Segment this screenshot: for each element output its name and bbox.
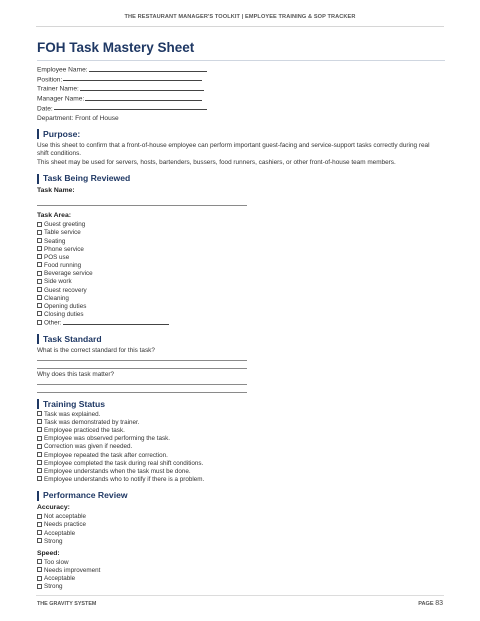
date-blank[interactable] <box>54 104 207 111</box>
section-marker <box>37 129 39 139</box>
task-area-item[interactable] <box>37 246 447 254</box>
checkbox[interactable] <box>37 460 42 465</box>
task-area-item[interactable] <box>37 221 447 229</box>
checkbox[interactable] <box>37 476 42 481</box>
checkbox[interactable] <box>37 538 42 543</box>
training-status-item[interactable] <box>37 427 447 435</box>
training-status-item[interactable] <box>37 476 447 484</box>
checkbox-label: Opening duties <box>44 302 87 310</box>
checkbox-label: Needs improvement <box>44 567 101 575</box>
speed-option[interactable] <box>37 575 447 583</box>
performance-review-heading-text: Performance Review <box>43 490 128 501</box>
checkbox[interactable] <box>37 320 42 325</box>
page-number-value: 83 <box>435 600 443 607</box>
page-number <box>418 600 443 607</box>
manager-name-label: Manager Name: <box>37 95 85 103</box>
accuracy-label: Accuracy: <box>37 504 70 512</box>
header-divider <box>36 26 444 27</box>
standard-answer-line-2[interactable] <box>37 368 247 369</box>
training-status-item[interactable] <box>37 460 447 468</box>
position-blank[interactable] <box>63 75 202 82</box>
running-header: THE RESTAURANT MANAGER'S TOOLKIT | EMPLOYEE TRAINING & SOP TRACKER <box>124 14 356 20</box>
checkbox-label: Needs practice <box>44 521 86 529</box>
employee-name-blank[interactable] <box>89 65 207 72</box>
task-reviewed-heading-text: Task Being Reviewed <box>43 173 131 184</box>
training-status-item[interactable] <box>37 443 447 451</box>
checkbox[interactable] <box>37 576 42 581</box>
training-status-item[interactable] <box>37 452 447 460</box>
task-area-item[interactable] <box>37 287 447 295</box>
checkbox[interactable] <box>37 419 42 424</box>
training-status-item[interactable] <box>37 419 447 427</box>
checkbox-label: Acceptable <box>44 575 76 583</box>
checkbox[interactable] <box>37 262 42 267</box>
checkbox-label: Correction was given if needed. <box>44 443 133 451</box>
footer-brand: THE GRAVITY SYSTEM <box>37 601 97 607</box>
manager-name-field[interactable] <box>37 94 447 104</box>
task-area-item[interactable] <box>37 295 447 303</box>
checkbox[interactable] <box>37 444 42 449</box>
checkbox[interactable] <box>37 295 42 300</box>
training-status-heading-text: Training Status <box>43 398 106 409</box>
checkbox-label: Beverage service <box>44 270 93 278</box>
checkbox-label: Not acceptable <box>44 513 87 521</box>
purpose-heading-text: Purpose: <box>43 128 81 139</box>
checkbox[interactable] <box>37 427 42 432</box>
checkbox[interactable] <box>37 584 42 589</box>
checkbox-label: Cleaning <box>44 294 69 302</box>
main-content <box>37 40 447 592</box>
checkbox-label: Guest greeting <box>44 221 86 229</box>
task-area-checklist <box>37 221 447 328</box>
checkbox[interactable] <box>37 254 42 259</box>
checkbox[interactable] <box>37 522 42 527</box>
trainer-name-label: Trainer Name: <box>37 85 79 93</box>
checkbox[interactable] <box>37 530 42 535</box>
accuracy-option[interactable] <box>37 530 447 538</box>
task-area-other[interactable] <box>37 319 447 328</box>
task-area-item[interactable] <box>37 303 447 311</box>
speed-option[interactable] <box>37 559 447 567</box>
checkbox-label: Table service <box>44 229 81 237</box>
training-status-item[interactable] <box>37 435 447 443</box>
training-status-checklist <box>37 411 447 484</box>
checkbox[interactable] <box>37 238 42 243</box>
checkbox-label: Strong <box>44 537 63 545</box>
trainer-name-blank[interactable] <box>80 84 204 91</box>
accuracy-option[interactable] <box>37 513 447 521</box>
task-area-item[interactable] <box>37 311 447 319</box>
checkbox[interactable] <box>37 287 42 292</box>
purpose-paragraph-1: Use this sheet to confirm that a front-of-house employee can perform important guest-facing and service-support tasks correctly during real shift conditions. <box>37 141 430 157</box>
checkbox-label: Employee understands when the task must be done. <box>44 467 191 475</box>
checkbox-label: Seating <box>44 237 66 245</box>
checkbox[interactable] <box>37 311 42 316</box>
task-name-line[interactable] <box>37 205 247 206</box>
trainer-name-field[interactable] <box>37 84 447 94</box>
speed-option[interactable] <box>37 583 447 591</box>
manager-name-blank[interactable] <box>85 94 202 101</box>
checkbox-label: Employee was observed performing the task. <box>44 435 170 443</box>
checkbox-label: Task was explained. <box>44 410 101 418</box>
checkbox-label: Employee understands who to notify if there is a problem. <box>44 476 205 484</box>
checkbox-label: Closing duties <box>44 311 84 319</box>
checkbox-label: Other: <box>44 319 62 327</box>
checkbox[interactable] <box>37 567 42 572</box>
training-status-heading <box>37 399 447 410</box>
date-label: Date: <box>37 105 53 113</box>
task-area-label: Task Area: <box>37 212 72 220</box>
speed-label: Speed: <box>37 549 60 557</box>
purpose-heading <box>37 129 447 140</box>
task-area-item[interactable] <box>37 278 447 286</box>
checkbox[interactable] <box>37 271 42 276</box>
employee-name-field[interactable] <box>37 65 447 75</box>
checkbox[interactable] <box>37 279 42 284</box>
checkbox-label: Task was demonstrated by trainer. <box>44 419 140 427</box>
section-marker <box>37 174 39 184</box>
title-divider <box>37 60 445 61</box>
task-standard-heading-text: Task Standard <box>43 333 102 344</box>
checkbox[interactable] <box>37 559 42 564</box>
section-marker <box>37 399 39 409</box>
accuracy-option[interactable] <box>37 538 447 546</box>
checkbox[interactable] <box>37 222 42 227</box>
department-field: Department: Front of House <box>37 114 119 122</box>
checkbox[interactable] <box>37 230 42 235</box>
speed-option[interactable] <box>37 567 447 575</box>
date-field[interactable] <box>37 104 447 114</box>
checkbox-label: Employee practiced the task. <box>44 427 125 435</box>
checkbox-label: Food running <box>44 262 82 270</box>
importance-answer-line-2[interactable] <box>37 392 247 393</box>
checkbox-label: Guest recovery <box>44 286 87 294</box>
checkbox[interactable] <box>37 411 42 416</box>
training-status-item[interactable] <box>37 468 447 476</box>
checkbox-label: POS use <box>44 253 70 261</box>
position-field[interactable] <box>37 75 447 85</box>
checkbox[interactable] <box>37 452 42 457</box>
section-marker <box>37 491 39 501</box>
checkbox[interactable] <box>37 468 42 473</box>
checkbox[interactable] <box>37 303 42 308</box>
task-name-label: Task Name: <box>37 187 75 195</box>
employee-info-fields <box>37 65 447 123</box>
task-area-item[interactable] <box>37 229 447 237</box>
position-label: Position: <box>37 76 63 84</box>
task-standard-heading <box>37 334 447 345</box>
other-blank[interactable] <box>63 319 169 325</box>
standard-question: What is the correct standard for this task? <box>37 346 155 354</box>
speed-checklist <box>37 559 447 592</box>
accuracy-option[interactable] <box>37 521 447 529</box>
importance-question: Why does this task matter? <box>37 370 115 378</box>
footer-divider <box>36 595 444 596</box>
checkbox-label: Phone service <box>44 245 84 253</box>
page-label: PAGE <box>418 601 434 607</box>
task-area-item[interactable] <box>37 254 447 262</box>
checkbox-label: Employee completed the task during real shift conditions. <box>44 459 204 467</box>
task-reviewed-heading <box>37 173 447 184</box>
checkbox-label: Side work <box>44 278 72 286</box>
section-marker <box>37 334 39 344</box>
standard-answer-line-1[interactable] <box>37 360 247 361</box>
page-title: FOH Task Mastery Sheet <box>37 40 195 55</box>
checkbox-label: Employee repeated the task after correction. <box>44 451 168 459</box>
checkbox[interactable] <box>37 436 42 441</box>
checkbox[interactable] <box>37 246 42 251</box>
task-area-item[interactable] <box>37 262 447 270</box>
training-status-item[interactable] <box>37 411 447 419</box>
checkbox-label: Too slow <box>44 558 69 566</box>
employee-name-label: Employee Name: <box>37 66 88 74</box>
performance-review-heading <box>37 490 447 501</box>
checkbox-label: Acceptable <box>44 529 76 537</box>
accuracy-checklist <box>37 513 447 546</box>
task-area-item[interactable] <box>37 270 447 278</box>
checkbox-label: Strong <box>44 583 63 591</box>
purpose-paragraph-2: This sheet may be used for servers, hosts, bartenders, bussers, food runners, cashiers, or other front-of-house team members. <box>37 159 396 167</box>
importance-answer-line-1[interactable] <box>37 384 247 385</box>
checkbox[interactable] <box>37 514 42 519</box>
task-area-item[interactable] <box>37 238 447 246</box>
